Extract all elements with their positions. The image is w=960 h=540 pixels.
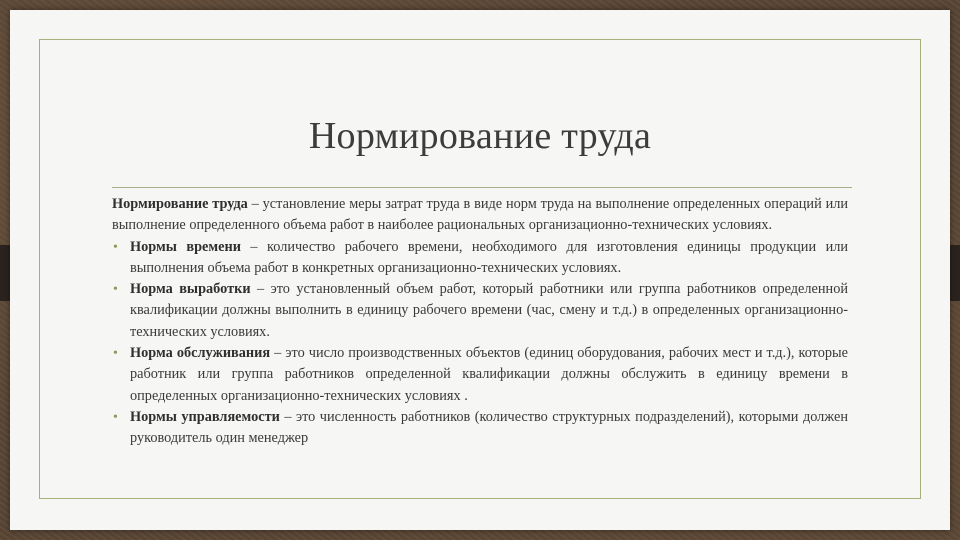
bullet-icon: •	[113, 282, 118, 298]
intro-paragraph	[112, 194, 848, 237]
bullet-text: – это число производственных объектов (единиц оборудования, рабочих мест и т.д.), которые работник или группа работников определенной квалификации должны обслужить в единицу времени в определенных организационно-технических условиях .	[130, 345, 848, 404]
intro-text: – установление меры затрат труда в виде норм труда на выполнение определенных операций или выполнение определенного объема работ в наиболее рациональных организационно-технических условиях.	[112, 196, 849, 234]
title-divider	[112, 187, 852, 188]
bullet-item	[112, 343, 848, 407]
slide	[10, 10, 950, 530]
bullet-text: – это установленный объем работ, который работники или группа работников определенной квалификации должны выполнить в единицу рабочего времени (час, смену и т.д.) в определенных организационно-технических условиях.	[130, 281, 848, 340]
bullet-icon: •	[113, 239, 118, 255]
bullet-term: Норма обслуживания	[130, 345, 271, 362]
intro-term: Нормирование труда	[112, 196, 248, 212]
bullet-item	[112, 407, 848, 450]
bullet-text: – это численность работников (количество структурных подразделений), которыми должен руководитель один менеджер	[130, 408, 848, 447]
bullet-text: – количество рабочего времени, необходимого для изготовления единицы продукции или выполнения объема работ в конкретных организационно-технических условиях.	[130, 238, 849, 276]
bullet-item	[112, 279, 848, 343]
bullet-item	[112, 237, 848, 280]
bullet-term: Нормы управляемости	[130, 408, 280, 425]
bullet-term: Нормы времени	[130, 238, 241, 255]
bullet-icon: •	[113, 409, 118, 425]
slide-title: Нормирование труда	[308, 115, 652, 157]
slide-body	[112, 194, 848, 450]
bullet-term: Норма выработки	[130, 281, 251, 298]
bullet-icon: •	[113, 346, 118, 362]
